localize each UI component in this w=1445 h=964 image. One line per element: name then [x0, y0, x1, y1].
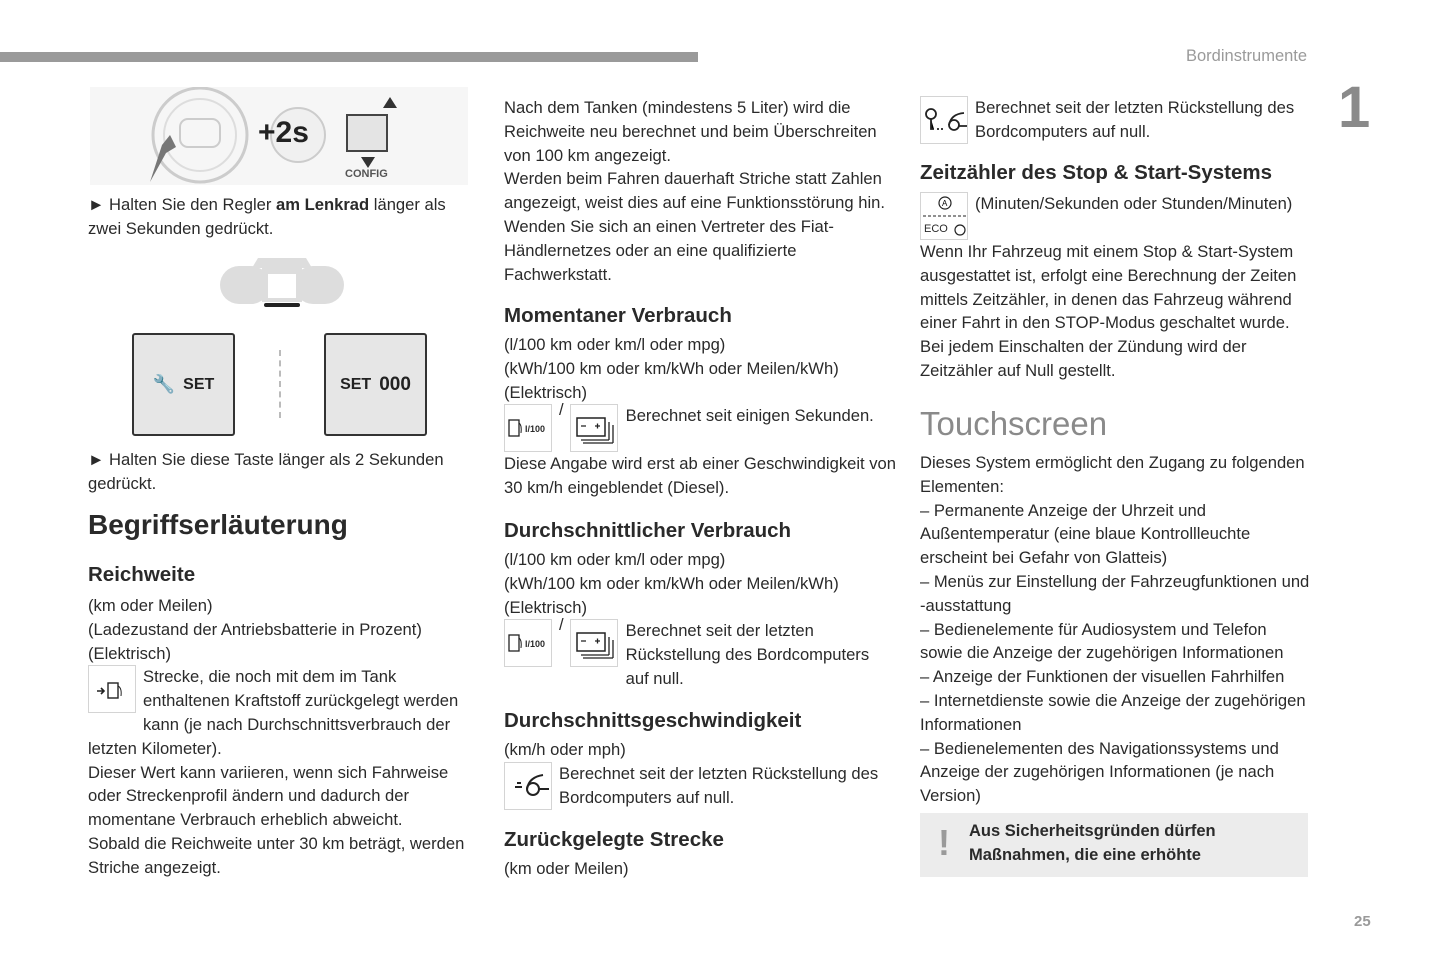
list-item: – Anzeige der Funktionen der visuellen Fahrhilfen: [920, 667, 1285, 687]
bullet-arrow-icon: ►: [88, 195, 110, 214]
header-bar: [0, 52, 698, 62]
list-item: – Bedienelementen des Navigationssystems und Anzeige der zugehörigen Informationen (je nach Version): [920, 738, 1279, 806]
distance-section: Zurückgelegte Strecke (km oder Meilen): [504, 828, 724, 878]
list-item: – Menüs zur Einstellung der Fahrzeugfunktionen und -ausstattung: [920, 571, 1310, 615]
set-value-display: SET 000: [324, 333, 427, 436]
touchscreen-title: Touchscreen: [920, 405, 1108, 442]
reichweite-section: Reichweite (km oder Meilen) (Ladezustand der Antriebsbatterie in Prozent) (Elektrisch) Strecke, die noch mit dem im Tank enthaltenen Kraftstoff zurückgelegt werden kann (je nach Durchschnittsverbrauch der letzten Kilometer). Dieser Wert kann variieren, wenn sich Fahrweise oder Streckenprofil ändern und dadurch der momentane Verbrauch erheblich abweicht. Sobald die Reichweite unter 30 km beträgt, werden Striche angezeigt.: [88, 562, 468, 880]
distance-travelled-icon: [920, 96, 968, 144]
chapter-number: 1: [1338, 75, 1371, 140]
warning-icon: !: [938, 822, 950, 863]
page-number: 25: [1354, 913, 1371, 930]
stop-start-section: Zeitzähler des Stop & Start-Systems A ECO (Minuten/Sekunden oder Stunden/Minuten) Wenn Ihr Fahrzeug mit einem Stop & Start-System ausgestattet ist, erfolgt eine Berechnung der Zeiten mittels Zeitzähler, in denen das Fahrzeug während einer Fahrt in den STOP-Modus geschaltet wurde. Bei jedem Einschalten der Zündung wird der Zeitzähler auf Null gestellt.: [920, 161, 1297, 380]
touchscreen-list: Dieses System ermöglicht den Zugang zu folgenden Elementen: – Permanente Anzeige der Uhrzeit und Außentemperatur (eine blaue Kontrollleuchte erscheint bei Gefahr von Glatteis) – Menüs zur Einstellung der Fahrzeugfunktionen und -ausstattung – Bedienelemente für Audiosystem und Telefon sowie die Anzeige der zugehörigen Informationen – Anzeige der Funktionen der visuellen Fahrhilfen – Internetdienste sowie die Anzeige der zugehörigen Informationen – Bedienelementen des Navigationssystems und Anzeige der zugehörigen Informationen (je nach Version): [920, 451, 1310, 808]
chapter-title: Bordinstrumente: [1186, 47, 1308, 65]
steering-wheel-figure: [90, 87, 468, 185]
battery-consumption-icon: [570, 619, 618, 667]
battery-consumption-icon: [570, 404, 618, 452]
instruction-button: ► Halten Sie diese Taste länger als 2 Sekunden gedrückt.: [88, 450, 444, 493]
list-item: – Internetdienste sowie die Anzeige der zugehörigen Informationen: [920, 690, 1306, 734]
config-label: CONFIG: [345, 168, 388, 180]
reichweite-title: Reichweite: [88, 563, 196, 586]
stop-start-eco-icon: A ECO: [920, 192, 968, 240]
distance-text: Berechnet seit der letzten Rückstellung des Bordcomputers auf null.: [920, 96, 1310, 144]
momentary-consumption-section: Momentaner Verbrauch (l/100 km oder km/l oder mpg) (kWh/100 km oder km/kWh oder Meilen/kWh) (Elektrisch) l/100 / Berechnet seit einigen Sekunden. Diese Angabe wird erst ab einer Geschwindigkeit von 30 km/h eingeblendet (Diesel).: [504, 304, 897, 498]
list-item: – Bedienelemente für Audiosystem und Telefon sowie die Anzeige der zugehörigen Informationen: [920, 619, 1284, 663]
list-item: – Permanente Anzeige der Uhrzeit und Außentemperatur (eine blaue Kontrollleuchte erscheint bei Gefahr von Glatteis): [920, 500, 1251, 568]
average-consumption-section: Durchschnittlicher Verbrauch (l/100 km oder km/l oder mpg) (kWh/100 km oder km/kWh oder Meilen/kWh) (Elektrisch) l/100 / Berechnet seit der letzten Rückstellung des Bordcomputers auf null.: [504, 519, 870, 688]
warning-box: ! Aus Sicherheitsgründen dürfen Maßnahmen, die eine erhöhte: [920, 813, 1308, 877]
wrench-icon: 🔧: [152, 373, 176, 394]
instruction-steering: ► Halten Sie den Regler am Lenkrad länger als zwei Sekunden gedrückt.: [88, 195, 446, 238]
divider: [279, 350, 281, 418]
set-menu-display: 🔧 SET: [132, 333, 235, 436]
fuel-consumption-icon: l/100: [504, 619, 552, 667]
svg-text:A: A: [942, 199, 948, 208]
average-speed-icon: [504, 762, 552, 810]
instrument-cluster-icon: [218, 256, 346, 310]
bullet-arrow-icon: ►: [88, 450, 110, 469]
section-title: Begriffserläuterung: [88, 509, 348, 540]
range-fuel-icon: [88, 665, 136, 713]
average-speed-section: Durchschnittsgeschwindigkeit (km/h oder mph) Berechnet seit der letzten Rückstellung des Bordcomputers auf null.: [504, 708, 896, 810]
refuel-paragraph: Nach dem Tanken (mindestens 5 Liter) wird die Reichweite neu berechnet und beim Überschreiten von 100 km angezeigt. Werden beim Fahren dauerhaft Striche statt Zahlen angezeigt, weist dies auf eine Funktionsstörung hin. Wenden Sie sich an einen Vertreter des Fiat-Händlernetzes oder an eine qualifizierte Fachwerkstatt.: [504, 98, 885, 284]
fuel-consumption-icon: l/100: [504, 404, 552, 452]
hold-duration-label: +2s: [258, 116, 309, 149]
